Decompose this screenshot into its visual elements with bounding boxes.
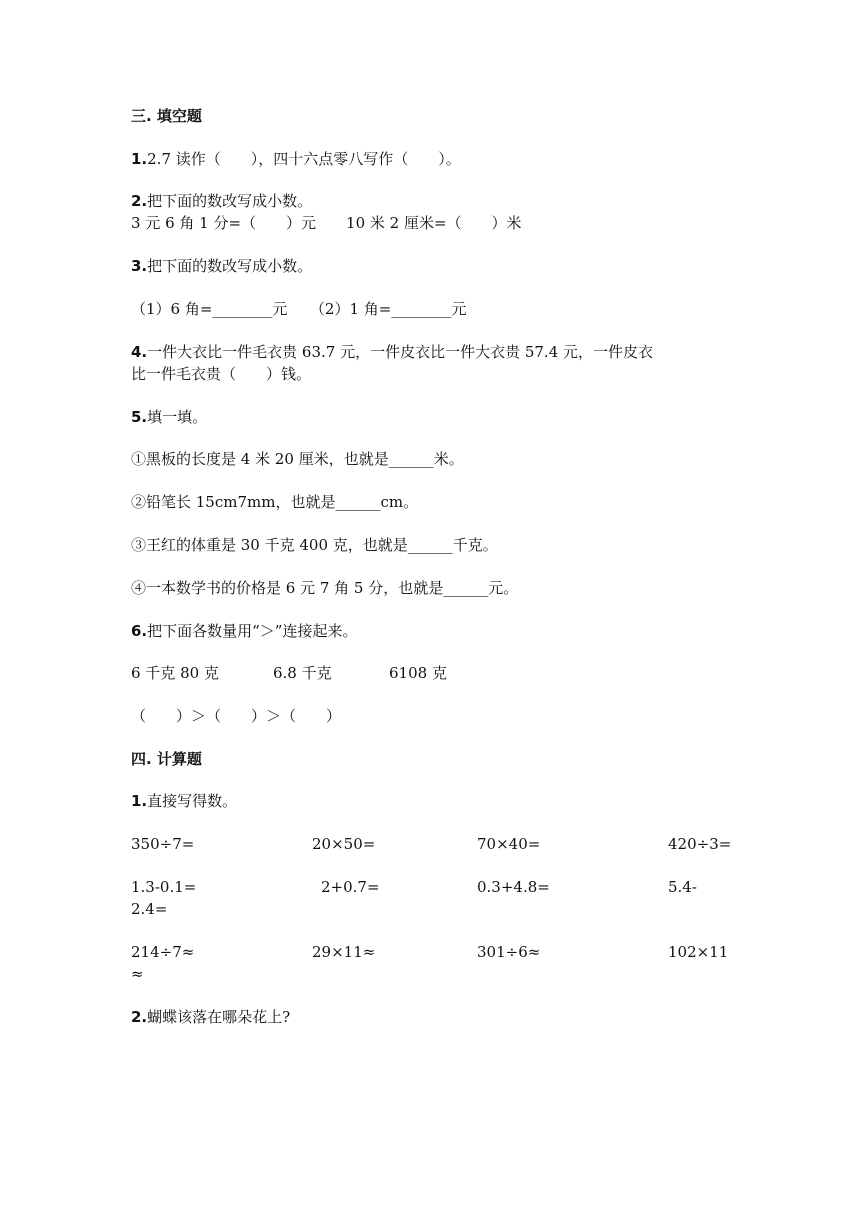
question-4 — [131, 342, 653, 362]
quantity: 6108 克 — [389, 664, 447, 682]
question-5-item: ③王红的体重是 30 千克 400 克，也就是______千克。 — [131, 536, 498, 554]
question-text: 把下面的数改写成小数。 — [147, 257, 313, 275]
question-6 — [131, 621, 357, 641]
question-2-sub: 3 元 6 角 1 分=（ ）元 10 米 2 厘米=（ ）米 — [131, 214, 522, 232]
question-1 — [131, 149, 461, 169]
calc-item: 420÷3= — [668, 835, 732, 853]
calc-item: 5.4- — [668, 878, 697, 896]
calc-item: 70×40= — [477, 835, 541, 853]
calc-item-wrap: ≈ — [131, 965, 144, 983]
question-text: 蝴蝶该落在哪朵花上? — [147, 1008, 291, 1026]
question-number: 5. — [131, 408, 148, 426]
calc-item: 0.3+4.8= — [477, 878, 550, 896]
quantity: 6.8 千克 — [273, 664, 332, 682]
question-text: 填一填。 — [147, 408, 208, 426]
question-number: 1. — [131, 792, 148, 810]
calc-item: 29×11≈ — [312, 943, 376, 961]
question-5 — [131, 407, 207, 427]
quantity: 6 千克 80 克 — [131, 664, 219, 682]
calc-item: 1.3-0.1= — [131, 878, 197, 896]
question-5-item: ②铅笔长 15cm7mm，也就是______cm。 — [131, 493, 419, 511]
question-2 — [131, 191, 312, 211]
question-number: 4. — [131, 343, 148, 361]
question-number: 1. — [131, 150, 148, 168]
question-text: 把下面的数改写成小数。 — [147, 192, 313, 210]
question-5-item: ①黑板的长度是 4 米 20 厘米，也就是______米。 — [131, 450, 464, 468]
calc-item: 301÷6≈ — [477, 943, 541, 961]
question-4-line2: 比一件毛衣贵（ ）钱。 — [131, 365, 312, 383]
calc-item: 20×50= — [312, 835, 376, 853]
question-3-sub: （1）6 角=________元 （2）1 角=________元 — [131, 300, 467, 318]
calc-item-wrap: 2.4= — [131, 900, 168, 918]
section-title-calculation: 四. 计算题 — [131, 750, 202, 768]
calc-item: 102×11 — [668, 943, 729, 961]
calc-item: 350÷7= — [131, 835, 195, 853]
calc-item: 214÷7≈ — [131, 943, 195, 961]
question-5-item: ④一本数学书的价格是 6 元 7 角 5 分，也就是______元。 — [131, 579, 519, 597]
question-1 — [131, 791, 237, 811]
question-2 — [131, 1007, 290, 1027]
comparison-blanks: （ ）＞（ ）＞（ ） — [131, 707, 342, 725]
question-text: 一件大衣比一件毛衣贵 63.7 元，一件皮衣比一件大衣贵 57.4 元，一件皮衣 — [147, 343, 654, 361]
section-title-fill-in: 三. 填空题 — [131, 107, 202, 125]
question-number: 6. — [131, 622, 148, 640]
question-text: 2.7 读作（ ），四十六点零八写作（ ）。 — [147, 150, 461, 168]
question-text: 直接写得数。 — [147, 792, 238, 810]
question-text: 把下面各数量用“＞”连接起来。 — [147, 622, 358, 640]
question-number: 2. — [131, 1008, 148, 1026]
question-number: 3. — [131, 257, 148, 275]
question-number: 2. — [131, 192, 148, 210]
calc-item: 2+0.7= — [321, 878, 380, 896]
question-3 — [131, 256, 312, 276]
